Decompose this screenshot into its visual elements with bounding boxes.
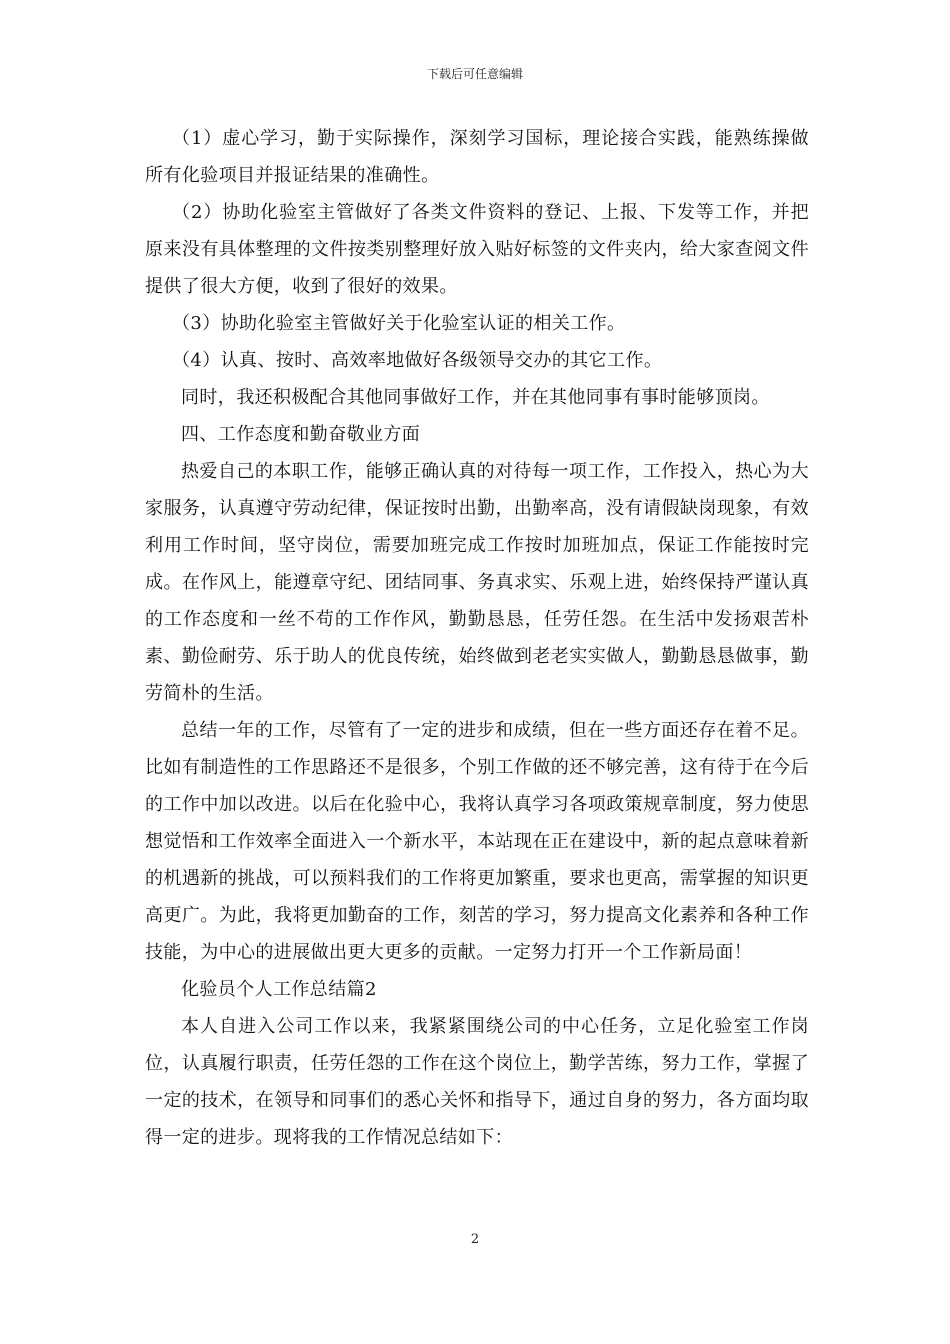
section-heading-part-2: 化验员个人工作总结篇2: [181, 979, 377, 1000]
paragraph-item-4: （4）认真、按时、高效率地做好各级领导交办的其它工作。: [172, 350, 663, 371]
paragraph-item-2: （2）协助化验室主管做好了各类文件资料的登记、上报、下发等工作，并把原来没有具体整理的文件按类别整理好放入贴好标签的文件夹内，给大家查阅文件提供了很大方便，收到了很好的效果。: [145, 202, 809, 297]
paragraph-intro-part-2: 本人自进入公司工作以来，我紧紧围绕公司的中心任务，立足化验室工作岗位，认真履行职责，任劳任怨的工作在这个岗位上，勤学苦练，努力工作，掌握了一定的技术，在领导和同事们的悉心关怀和指导下，通过自身的努力，各方面均取得一定的进步。现将我的工作情况总结如下：: [145, 1016, 809, 1148]
paragraph-summary: 总结一年的工作，尽管有了一定的进步和成绩，但在一些方面还存在着不足。比如有制造性的工作思路还不是很多，个别工作做的还不够完善，这有待于在今后的工作中加以改进。以后在化验中心，我将认真学习各项政策规章制度，努力使思想觉悟和工作效率全面进入一个新水平，本站现在正在建设中，新的起点意味着新的机遇新的挑战，可以预料我们的工作将更加繁重，要求也更高，需掌握的知识更高更广。为此，我将更加勤奋的工作，刻苦的学习，努力提高文化素养和各种工作技能，为中心的进展做出更大更多的贡献。一定努力打开一个工作新局面！: [145, 720, 809, 963]
document-body: [145, 120, 809, 1156]
paragraph-item-3: （3）协助化验室主管做好关于化验室认证的相关工作。: [172, 313, 626, 334]
page-number: 2: [470, 1232, 480, 1247]
section-heading-attitude: 四、工作态度和勤奋敬业方面: [181, 424, 421, 445]
paragraph-item-1: （1）虚心学习，勤于实际操作，深刻学习国标，理论接合实践，能熟练操做所有化验项目并报证结果的准确性。: [145, 128, 809, 186]
paragraph-attitude: 热爱自己的本职工作，能够正确认真的对待每一项工作，工作投入，热心为大家服务，认真遵守劳动纪律，保证按时出勤，出勤率高，没有请假缺岗现象，有效利用工作时间，坚守岗位，需要加班完成工作按时加班加点，保证工作能按时完成。在作风上，能遵章守纪、团结同事、务真求实、乐观上进，始终保持严谨认真的工作态度和一丝不苟的工作作风，勤勤恳恳，任劳任怨。在生活中发扬艰苦朴素、勤俭耐劳、乐于助人的优良传统，始终做到老老实实做人，勤勤恳恳做事，勤劳简朴的生活。: [145, 461, 809, 704]
page-header-note: 下载后可任意编辑: [426, 67, 523, 81]
paragraph-cooperation: 同时，我还积极配合其他同事做好工作，并在其他同事有事时能够顶岗。: [181, 387, 770, 408]
